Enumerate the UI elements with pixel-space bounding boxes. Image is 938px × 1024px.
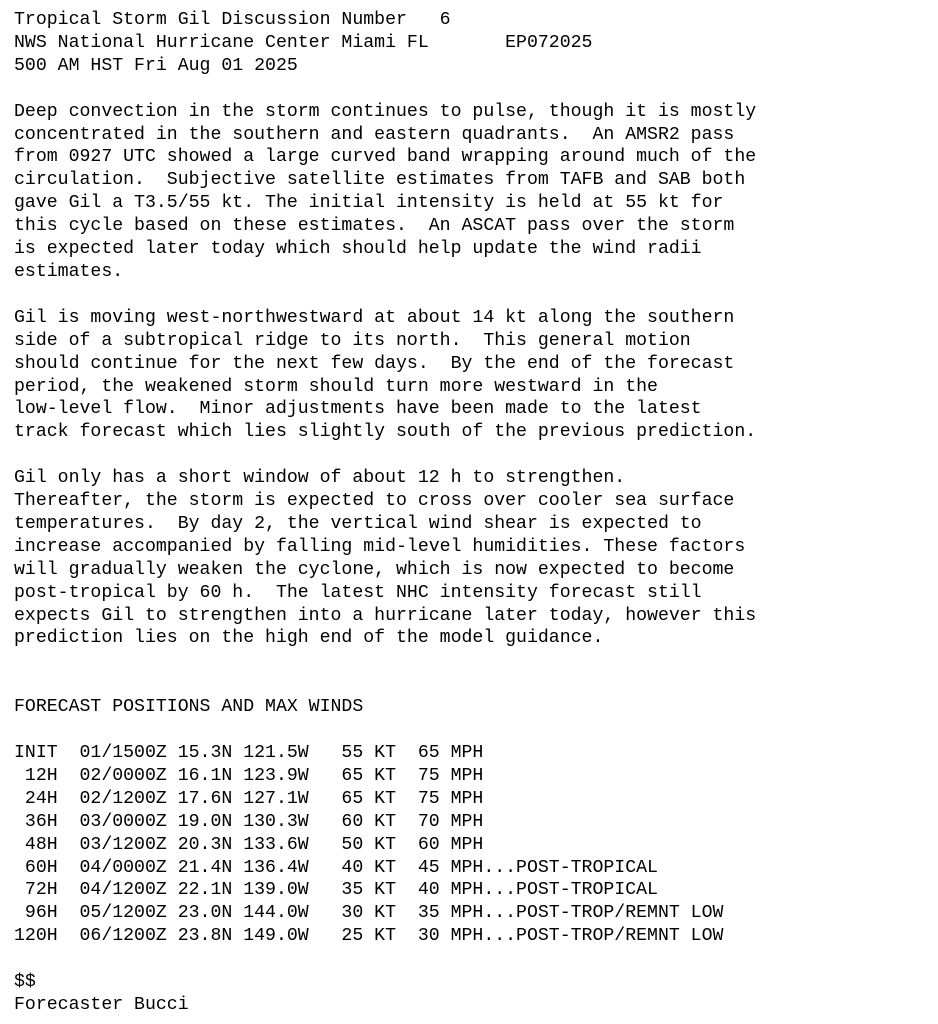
forecast-row: 48H 03/1200Z 20.3N 133.6W 50 KT 60 MPH [14,834,484,855]
paragraph-track: Gil is moving west-northwestward at about 14 kt along the southern side of a subtropical ridge to its north. This general motion should continue for the next few days. By the end of the forecast period, the weakened storm should turn more westward in the low-level flow. Minor adjustments have been made to the latest track forecast which lies slightly south of the previous prediction. [14,307,757,443]
forecaster-signature: Forecaster Bucci [14,994,189,1015]
forecast-row: 96H 05/1200Z 23.0N 144.0W 30 KT 35 MPH...POST-TROP/REMNT LOW [14,903,724,924]
forecast-row: 24H 02/1200Z 17.6N 127.1W 65 KT 75 MPH [14,788,484,809]
forecast-row: INIT 01/1500Z 15.3N 121.5W 55 KT 65 MPH [14,743,484,763]
forecast-row: 60H 04/0000Z 21.4N 136.4W 40 KT 45 MPH...POST-TROPICAL [14,857,658,878]
discussion-title: Tropical Storm Gil Discussion Number 6 [14,10,451,30]
forecast-row: 72H 04/1200Z 22.1N 139.0W 35 KT 40 MPH...POST-TROPICAL [14,880,658,901]
issuing-office: NWS National Hurricane Center Miami FL EP072025 [14,32,593,53]
end-marker: $$ [14,972,36,993]
paragraph-convection: Deep convection in the storm continues to pulse, though it is mostly concentrated in the southern and eastern quadrants. An AMSR2 pass from 0927 UTC showed a large curved band wrapping around much of the circulation. Subjective satellite estimates from TAFB and SAB both gave Gil a T3.5/55 kt. The initial intensity is held at 55 kt for this cycle based on these estimates. An ASCAT pass over the storm is expected later today which should help update the wind radii estimates. [14,101,757,282]
forecast-row: 36H 03/0000Z 19.0N 130.3W 60 KT 70 MPH [14,811,484,832]
forecast-row: 12H 02/0000Z 16.1N 123.9W 65 KT 75 MPH [14,765,484,786]
discussion-text [14,9,934,1017]
issue-time: 500 AM HST Fri Aug 01 2025 [14,55,298,76]
discussion-document [14,9,934,1017]
paragraph-intensity: Gil only has a short window of about 12 h to strengthen. Thereafter, the storm is expected to cross over cooler sea surface temperatures. By day 2, the vertical wind shear is expected to increase accompanied by falling mid-level humidities. These factors will gradually weaken the cyclone, which is now expected to become post-tropical by 60 h. The latest NHC intensity forecast still expects Gil to strengthen into a hurricane later today, however this prediction lies on the high end of the model guidance. [14,468,757,649]
forecast-heading: FORECAST POSITIONS AND MAX WINDS [14,697,364,718]
forecast-row: 120H 06/1200Z 23.8N 149.0W 25 KT 30 MPH...POST-TROP/REMNT LOW [14,926,724,947]
